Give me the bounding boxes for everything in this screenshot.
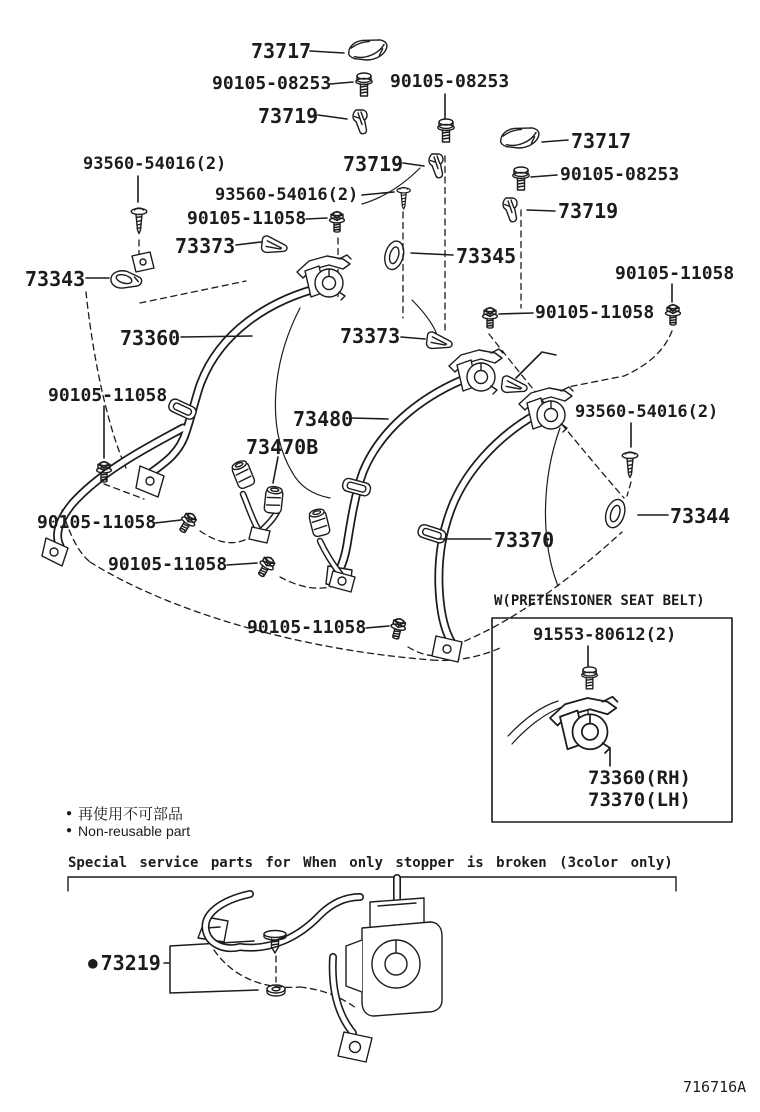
bolt-icon (513, 167, 529, 190)
cover-icon (499, 125, 540, 150)
part-label-91553-80612: 91553-80612(2) (533, 625, 677, 645)
part-label-93560-c: 93560-54016(2) (575, 402, 719, 422)
dashed-outlines (62, 152, 672, 1008)
part-label-73373-b: 73373 (340, 324, 401, 348)
part-label-73470B: 73470B (246, 435, 319, 459)
part-label-73370-lh: 73370(LH) (588, 789, 691, 811)
part-label-73345: 73345 (456, 244, 517, 268)
cover-icon (347, 37, 388, 62)
belt-loop-icon (341, 477, 371, 497)
part-label-73719-c: 73719 (558, 199, 619, 223)
screw-icon (131, 208, 147, 233)
part-label-73343: 73343 (25, 267, 86, 291)
stopper-nut-icon (267, 985, 285, 996)
part-label-90105-11058-a: 90105-11058 (187, 208, 307, 229)
part-label-73719-b: 73719 (343, 152, 404, 176)
bolt-icon (438, 119, 454, 142)
retractor-icon (519, 387, 573, 432)
pretensioner-caption: W(PRETENSIONER SEAT BELT) (494, 593, 705, 609)
buckles (230, 459, 355, 592)
part-label-73360-rh: 73360(RH) (588, 767, 691, 789)
retractor-icon (550, 697, 618, 753)
part-label-90105-08253-c: 90105-08253 (560, 164, 680, 185)
bolt-icon (176, 510, 199, 535)
legend-nonreusable-jp (66, 803, 183, 824)
bolt-icon (666, 305, 681, 326)
bolt-icon (254, 554, 277, 579)
part-label-73717-a: 73717 (251, 39, 312, 63)
belt-guide-icon (425, 331, 454, 352)
bolt-icon (356, 73, 372, 96)
part-number-text: 73219 (100, 951, 161, 975)
part-label-73719-a: 73719 (258, 104, 319, 128)
part-label-73219 (88, 951, 161, 975)
legend-en-text: Non-reusable part (78, 823, 191, 839)
special-service-note: Special service parts for When only stopper is broken (3color only) (68, 855, 673, 871)
part-label-93560-b: 93560-54016(2) (215, 185, 359, 205)
clip-icon (503, 198, 517, 222)
part-label-90105-11058-e: 90105-11058 (37, 512, 157, 533)
part-label-93560-a: 93560-54016(2) (83, 154, 227, 174)
clip-icon (353, 110, 367, 134)
part-label-73373-a: 73373 (175, 234, 236, 258)
bolt-icon (582, 667, 598, 689)
bolt-icon (388, 617, 407, 641)
part-label-90105-11058-g: 90105-11058 (247, 617, 367, 638)
bezel-icon (602, 497, 628, 530)
bullet-icon: ● (88, 953, 98, 972)
part-label-90105-11058-f: 90105-11058 (108, 554, 228, 575)
anchor-cover-icon (110, 269, 143, 291)
part-label-90105-11058-c: 90105-11058 (535, 302, 655, 323)
part-label-73480: 73480 (293, 407, 354, 431)
part-label-73360: 73360 (120, 326, 181, 350)
figure-code: 716716A (683, 1078, 747, 1096)
part-label-73344: 73344 (670, 504, 731, 528)
part-label-73717-b: 73717 (571, 129, 632, 153)
part-label-90105-11058-b: 90105-11058 (615, 263, 735, 284)
screw-icon (397, 187, 410, 209)
clip-icon (429, 154, 443, 178)
part-label-90105-08253-a: 90105-08253 (212, 73, 332, 94)
part-label-90105-08253-b: 90105-08253 (390, 71, 510, 92)
screw-icon (622, 452, 638, 477)
retractor-icon (449, 349, 503, 394)
bolt-icon (483, 308, 498, 329)
belt-guide-icon (260, 235, 289, 256)
bullet-icon: ● (66, 825, 73, 836)
part-label-73370: 73370 (494, 528, 555, 552)
part-label-90105-11058-d: 90105-11058 (48, 385, 168, 406)
bullet-icon: ● (66, 807, 73, 819)
legend-jp-text: 再使用不可部品 (78, 806, 184, 823)
legend-nonreusable-en (66, 823, 190, 839)
bolt-icon (330, 212, 345, 233)
